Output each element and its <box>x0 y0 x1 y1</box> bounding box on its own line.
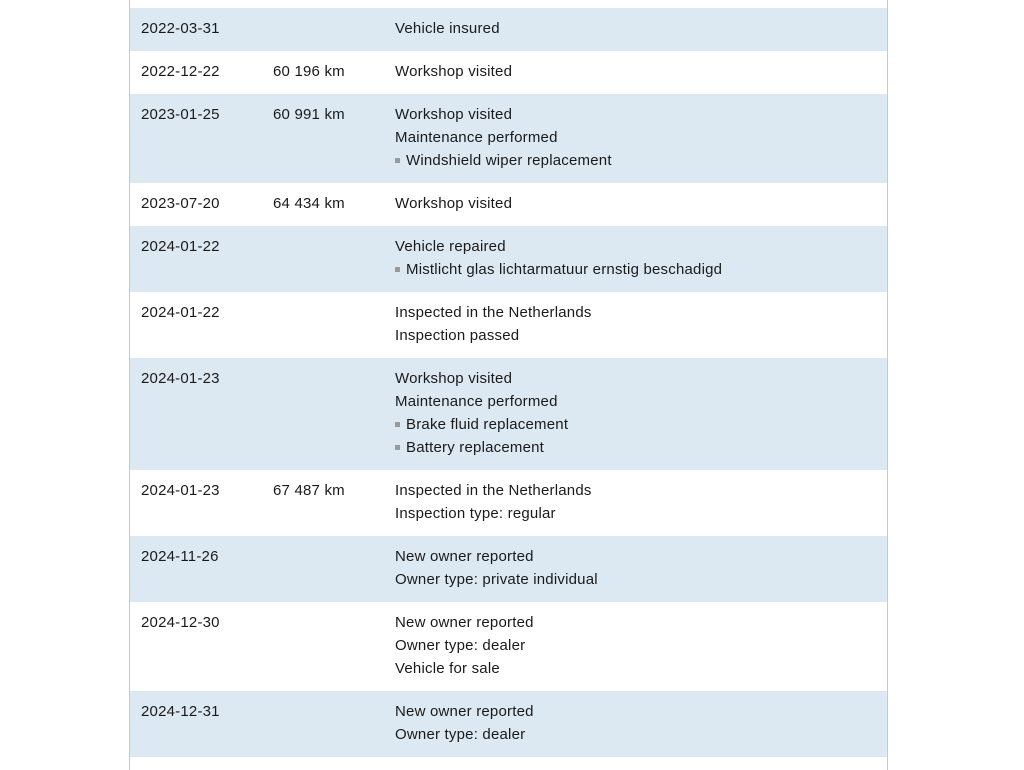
history-events <box>384 192 887 215</box>
vehicle-history-panel <box>129 0 888 770</box>
history-mileage <box>262 700 384 746</box>
history-event: Inspection type: regular <box>395 505 556 522</box>
history-date: 2024-12-30 <box>141 614 220 631</box>
history-date: 2024-01-23 <box>141 482 220 499</box>
bullet-square-icon <box>395 158 400 163</box>
history-event: Workshop visited <box>395 370 513 387</box>
bullet-square-icon <box>395 267 400 272</box>
history-events <box>384 545 887 591</box>
history-detail-item <box>395 413 887 436</box>
history-event: New owner reported <box>395 614 534 631</box>
history-events <box>384 103 887 172</box>
history-row <box>130 691 887 757</box>
history-event: New owner reported <box>395 548 534 565</box>
history-row <box>130 292 887 358</box>
history-event: Vehicle insured <box>395 20 500 37</box>
history-detail-text: Brake fluid replacement <box>406 416 569 433</box>
history-event: Vehicle repaired <box>395 238 506 255</box>
history-events <box>384 367 887 459</box>
history-event: Owner type: dealer <box>395 726 526 743</box>
history-event: Inspected in the Netherlands <box>395 482 592 499</box>
history-row <box>130 536 887 602</box>
history-row <box>130 602 887 691</box>
history-mileage: 64 434 km <box>273 195 345 212</box>
history-table <box>130 8 887 757</box>
history-detail-item <box>395 149 887 172</box>
history-mileage <box>262 367 384 459</box>
history-event: Owner type: dealer <box>395 637 526 654</box>
history-date: 2024-11-26 <box>141 548 219 565</box>
history-row <box>130 358 887 470</box>
bullet-square-icon <box>395 445 400 450</box>
history-event: Workshop visited <box>395 106 513 123</box>
history-row <box>130 470 887 536</box>
history-row <box>130 183 887 226</box>
history-mileage <box>262 301 384 347</box>
history-mileage: 60 196 km <box>273 63 345 80</box>
history-detail-item <box>395 258 887 281</box>
history-event: Owner type: private individual <box>395 571 598 588</box>
history-mileage: 60 991 km <box>273 106 345 123</box>
history-events <box>384 17 887 40</box>
history-mileage <box>262 611 384 680</box>
history-mileage <box>262 545 384 591</box>
history-mileage: 67 487 km <box>273 482 345 499</box>
history-date: 2024-01-22 <box>141 304 220 321</box>
history-events <box>384 611 887 680</box>
top-spacer <box>130 0 887 8</box>
history-event: Vehicle for sale <box>395 660 500 677</box>
history-date: 2023-01-25 <box>141 106 220 123</box>
history-date: 2024-12-31 <box>141 703 220 720</box>
history-events <box>384 700 887 746</box>
history-date: 2024-01-23 <box>141 370 220 387</box>
history-row <box>130 8 887 51</box>
history-detail-item <box>395 436 887 459</box>
history-events <box>384 60 887 83</box>
history-mileage <box>262 17 384 40</box>
history-detail-text: Battery replacement <box>406 439 545 456</box>
history-date: 2023-07-20 <box>141 195 220 212</box>
history-detail-text: Mistlicht glas lichtarmatuur ernstig beschadigd <box>406 261 723 278</box>
history-events <box>384 479 887 525</box>
history-detail-text: Windshield wiper replacement <box>406 152 612 169</box>
history-date: 2022-03-31 <box>141 20 220 37</box>
history-date: 2024-01-22 <box>141 238 220 255</box>
bullet-square-icon <box>395 422 400 427</box>
history-row <box>130 226 887 292</box>
history-row <box>130 51 887 94</box>
history-row <box>130 94 887 183</box>
history-event: Maintenance performed <box>395 129 558 146</box>
history-event: Maintenance performed <box>395 393 558 410</box>
history-events <box>384 235 887 281</box>
history-event: Workshop visited <box>395 195 513 212</box>
history-event: Inspected in the Netherlands <box>395 304 592 321</box>
history-event: Inspection passed <box>395 327 520 344</box>
history-event: New owner reported <box>395 703 534 720</box>
history-mileage <box>262 235 384 281</box>
history-date: 2022-12-22 <box>141 63 220 80</box>
history-event: Workshop visited <box>395 63 513 80</box>
history-events <box>384 301 887 347</box>
